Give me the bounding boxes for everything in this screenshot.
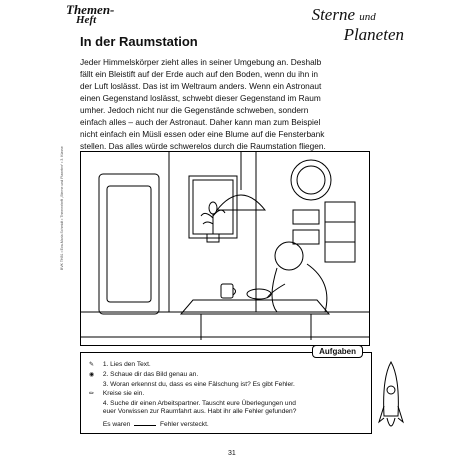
- task-text: 4. Suche dir einen Arbeitspartner. Tauscht eure Überlegungen und: [102, 400, 296, 407]
- pen-icon: ✏: [89, 391, 95, 397]
- intro-line: nicht einfach ein Müsli essen oder eine Blume auf die Fensterbank: [80, 129, 325, 139]
- answer-line: [89, 421, 367, 429]
- task-item: [89, 408, 367, 416]
- series-und: und: [359, 11, 376, 23]
- intro-line: fällt ein Bleistift auf der Erde auch auf den Boden, wenn du ihn in: [80, 69, 319, 79]
- rocket-icon: [378, 360, 404, 445]
- intro-line: der Luft loslässt. Das ist im Weltraum anders. Wenn ein Astronaut: [80, 81, 322, 91]
- answer-blank[interactable]: [134, 425, 156, 426]
- task-item: [89, 371, 367, 379]
- task-heading: Aufgaben: [312, 345, 363, 358]
- intro-line: stellen. Das alles würde schwerelos durch die Raumstation fliegen.: [80, 141, 326, 151]
- task-text: Kreise sie ein.: [102, 390, 145, 397]
- themenheft-logo: [66, 2, 115, 26]
- illustration-drawing: [81, 152, 369, 345]
- copyright-sidebar: BVK TH81 • Eva-Maria Schmidt • Themenheft „Sterne und Planeten“ • 3. Klasse: [60, 146, 64, 270]
- pencil-reading-icon: ✎: [89, 362, 95, 368]
- task-item: [89, 361, 367, 369]
- task-item: [89, 381, 367, 389]
- task-text: 1. Lies den Text.: [102, 361, 151, 368]
- page-number: 31: [228, 450, 236, 457]
- intro-text: [80, 56, 380, 152]
- task-text: euer Vorwissen zur Raumfahrt aus. Habt ihr alle Fehler gefunden?: [102, 408, 297, 415]
- intro-line: einfach alles – auch der Astronaut. Daher kann man zum Beispiel: [80, 117, 321, 127]
- logo-line-2: Heft: [76, 14, 97, 26]
- task-text: 2. Schaue dir das Bild genau an.: [102, 371, 199, 378]
- answer-prefix: Es waren: [102, 421, 131, 428]
- series-title: [312, 6, 404, 44]
- eye-icon: ◉: [89, 372, 95, 378]
- page-title: In der Raumstation: [80, 34, 198, 49]
- task-text: 3. Woran erkennst du, dass es eine Fälschung ist? Es gibt Fehler.: [102, 381, 295, 388]
- answer-suffix: Fehler versteckt.: [160, 421, 209, 428]
- space-station-illustration: [80, 151, 370, 346]
- series-line-2: Planeten: [343, 25, 404, 44]
- task-item: [89, 400, 367, 408]
- intro-line: einen Gegenstand loslässt, schwebt dieser Gegenstand im Raum: [80, 93, 321, 103]
- intro-line: Jeder Himmelskörper zieht alles in seiner Umgebung an. Deshalb: [80, 57, 322, 67]
- intro-line: umher. Jedoch nicht nur die Gegenstände schweben, sondern: [80, 105, 309, 115]
- task-box: [80, 347, 372, 434]
- task-item: [89, 390, 367, 398]
- series-line-1: Sterne: [311, 5, 356, 24]
- logo-line-1: Themen-: [66, 2, 115, 17]
